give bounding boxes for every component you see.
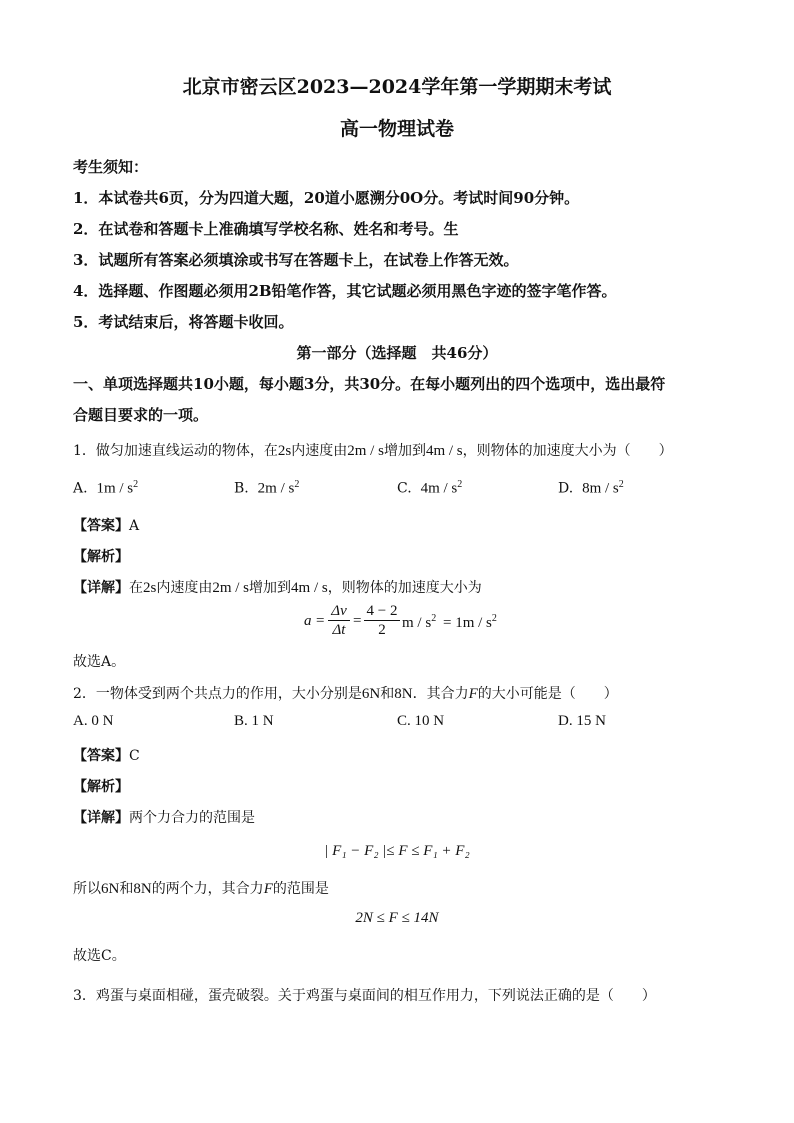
- conclusion: 故选C。: [73, 948, 126, 964]
- notice-item: 4．选择题、作图题必须用2B铅笔作答，其它试题必须用黑色字迹的签字笔作答。: [73, 282, 617, 300]
- question-2-stem: 2．一物体受到两个共点力的作用，大小分别是6N和8N．其合力F的大小可能是（ ）: [73, 686, 618, 702]
- detail-line: 【详解】两个力合力的范围是: [73, 810, 255, 826]
- answer-line: 【答案】C: [73, 748, 140, 764]
- option-b[interactable]: B. $2m / s^2$: [234, 479, 300, 497]
- force-range-formula: | F₁ − F₂ |≤ F ≤ F₁ + F₂: [324, 843, 470, 859]
- detail-line: 所以6N和8N的两个力，其合力F的范围是: [73, 881, 329, 897]
- conclusion: 故选A。: [73, 654, 126, 670]
- option-d[interactable]: D. 15 N: [558, 713, 606, 729]
- notice-heading: 考生须知：: [73, 158, 149, 176]
- section-instructions: 一、单项选择题共10小题，每小题3分，共30分。在每小题列出的四个选项中，选出最符: [73, 375, 666, 393]
- question-3-stem: 3．鸡蛋与桌面相碰，蛋壳破裂。关于鸡蛋与桌面间的相互作用力，下列说法正确的是（ ）: [73, 988, 656, 1004]
- fraction-values: $\frac{4 - 2}{2}$: [364, 602, 400, 639]
- question-1-stem: 1．做匀加速直线运动的物体，在2s内速度由2m / s增加到4m / s，则物体的加速度大小为（ ）: [73, 443, 673, 459]
- option-a[interactable]: A. $1m / s^2$: [73, 479, 139, 497]
- notice-item: 2．在试卷和答题卡上准确填写学校名称、姓名和考号。生: [73, 220, 459, 238]
- detail-line: 【详解】在2s内速度由2m / s增加到4m / s，则物体的加速度大小为: [73, 580, 482, 596]
- option-c[interactable]: C. 10 N: [397, 713, 445, 729]
- notice-item: 5．考试结束后，将答题卡收回。: [73, 313, 294, 331]
- option-b[interactable]: B. 1 N: [234, 713, 274, 729]
- force-result-formula: 2N ≤ F ≤ 14N: [355, 910, 439, 926]
- notice-item: 3．试题所有答案必须填涂或书写在答题卡上，在试卷上作答无效。: [73, 251, 519, 269]
- option-c[interactable]: C. $4m / s^2$: [397, 479, 463, 497]
- part-heading: 第一部分（选择题 共46分）: [296, 344, 498, 362]
- section-instructions: 合题目要求的一项。: [73, 406, 209, 424]
- option-d[interactable]: D. $8m / s^2$: [558, 479, 624, 497]
- fraction-delta: $\frac{\Delta v}{\Delta t}$: [328, 602, 350, 639]
- option-a[interactable]: A. 0 N: [73, 713, 114, 729]
- exam-title: 北京市密云区2023—2024学年第一学期期末考试: [182, 76, 612, 98]
- notice-item: 1．本试卷共6页，分为四道大题，20道小愿溯分0O分。考试时间90分钟。: [73, 189, 580, 207]
- exam-subtitle: 高一物理试卷: [339, 118, 454, 140]
- analysis-label: 【解析】: [73, 549, 129, 565]
- answer-line: 【答案】A: [73, 518, 140, 534]
- analysis-label: 【解析】: [73, 779, 129, 795]
